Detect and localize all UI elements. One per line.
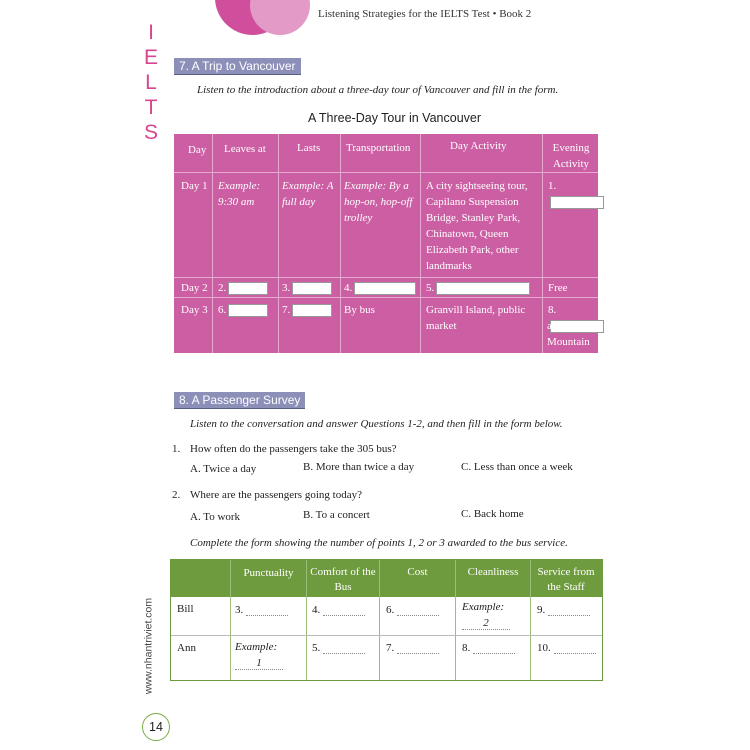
running-header: Listening Strategies for the IELTS Test • Book 2: [318, 8, 532, 20]
answer-number: 7.: [386, 642, 395, 654]
row3-lasts: [282, 302, 332, 318]
answer-number: 7.: [282, 304, 291, 316]
form-instruction: Complete the form showing the number of points 1, 2 or 3 awarded to the bus service.: [190, 537, 568, 549]
survey-table: [170, 559, 603, 681]
header-day: Day: [188, 144, 207, 156]
answer-box[interactable]: [436, 282, 530, 295]
question-text: How often do the passengers take the 305 bus?: [190, 443, 397, 455]
site-url-text: www.nhantriviet.com: [142, 597, 155, 695]
row1-leaves: Example: 9:30 am: [218, 180, 261, 208]
section-title: 8. A Passenger Survey: [174, 392, 305, 409]
answer-number: 4.: [312, 604, 321, 616]
answer-number: 4.: [344, 282, 353, 294]
option-b[interactable]: B. More than twice a day: [303, 461, 415, 473]
row1-day: Day 1: [181, 180, 208, 192]
tour-table: [174, 134, 598, 353]
header-evening: Evening Activity: [552, 142, 590, 170]
vertical-letter: S: [143, 121, 158, 144]
row2-transport: [344, 280, 416, 296]
answer-number: 8.: [462, 642, 471, 654]
answer-number: 3.: [282, 282, 291, 294]
answer-cell[interactable]: [312, 642, 365, 654]
answer-number: 8.: [548, 304, 557, 316]
row2-lasts: [282, 280, 332, 296]
vertical-letter: L: [145, 71, 157, 94]
header-transport: Transportation: [346, 142, 411, 154]
answer-number: 9.: [537, 604, 546, 616]
example-label: Example:: [235, 641, 278, 653]
row3-transport: By bus: [344, 304, 375, 316]
answer-number: 2.: [218, 282, 227, 294]
example-value: 2: [462, 617, 510, 630]
header-comfort: Comfort of the Bus: [310, 566, 376, 593]
answer-cell[interactable]: [537, 604, 590, 616]
row3-day: Day 3: [181, 304, 208, 316]
answer-cell[interactable]: [312, 604, 365, 616]
answer-box[interactable]: [550, 196, 604, 209]
header-cost: Cost: [407, 566, 428, 578]
table-title: A Three-Day Tour in Vancouver: [308, 111, 482, 125]
answer-cell[interactable]: [462, 642, 515, 654]
example-value: 1: [235, 657, 283, 670]
answer-cell[interactable]: [235, 604, 288, 616]
vertical-letter: I: [148, 21, 154, 44]
question-number: 2.: [172, 489, 181, 501]
row1-lasts: Example: A full day: [282, 180, 334, 208]
answer-number: 5.: [312, 642, 321, 654]
answer-cell[interactable]: [386, 642, 439, 654]
header-service: Service from the Staff: [537, 566, 595, 593]
answer-number: 6.: [386, 604, 395, 616]
question-text: Where are the passengers going today?: [190, 489, 362, 501]
answer-box[interactable]: [228, 282, 268, 295]
header-activity: Day Activity: [450, 140, 507, 152]
vertical-letter: E: [143, 46, 158, 69]
header-lasts: Lasts: [297, 142, 321, 154]
header-punctuality: Punctuality: [243, 567, 294, 579]
answer-number: 3.: [235, 604, 244, 616]
option-a[interactable]: A. Twice a day: [190, 463, 257, 475]
answer-number: 6.: [218, 304, 227, 316]
answer-box[interactable]: [292, 304, 332, 317]
row2-leaves: [218, 280, 268, 296]
section-title: 7. A Trip to Vancouver: [174, 58, 301, 75]
answer-cell[interactable]: [537, 642, 596, 654]
site-url: [138, 598, 158, 703]
row1-activity: A city sightseeing tour, Capilano Suspension Bridge, Stanley Park, Chinatown, Queen Elizabeth Park, other landmarks: [426, 180, 528, 272]
row3-activity: Granvill Island, public market: [426, 304, 526, 332]
answer-cell[interactable]: [386, 604, 439, 616]
option-a[interactable]: A. To work: [190, 511, 241, 523]
section-instruction: Listen to the introduction about a three-day tour of Vancouver and fill in the form.: [197, 84, 559, 96]
option-b[interactable]: B. To a concert: [303, 509, 370, 521]
row-name: Bill: [177, 603, 194, 615]
example-label: Example:: [462, 601, 505, 613]
row1-evening: [548, 178, 604, 210]
answer-number: 10.: [537, 642, 551, 654]
header-cleanliness: Cleanliness: [467, 566, 519, 578]
page-number: 14: [142, 713, 170, 741]
option-c[interactable]: C. Less than once a week: [461, 461, 573, 473]
vertical-title: [140, 20, 162, 145]
row3-leaves: [218, 302, 268, 318]
header-leaves: Leaves at: [224, 143, 266, 155]
row2-day: Day 2: [181, 282, 208, 294]
row3-evening-extra: at Grouse Mountain: [547, 320, 590, 348]
row2-evening: Free: [548, 282, 568, 294]
question-number: 1.: [172, 443, 181, 455]
answer-box[interactable]: [228, 304, 268, 317]
row1-transport: Example: By a hop-on, hop-off trolley: [344, 180, 413, 224]
answer-number: 5.: [426, 282, 435, 294]
vertical-letter: T: [144, 96, 158, 119]
row2-activity: [426, 280, 530, 296]
section-instruction: Listen to the conversation and answer Questions 1-2, and then fill in the form below.: [190, 418, 563, 430]
answer-number: 1.: [548, 180, 557, 192]
answer-box[interactable]: [354, 282, 416, 295]
answer-box[interactable]: [292, 282, 332, 295]
row-name: Ann: [177, 642, 196, 654]
option-c[interactable]: C. Back home: [461, 508, 524, 520]
